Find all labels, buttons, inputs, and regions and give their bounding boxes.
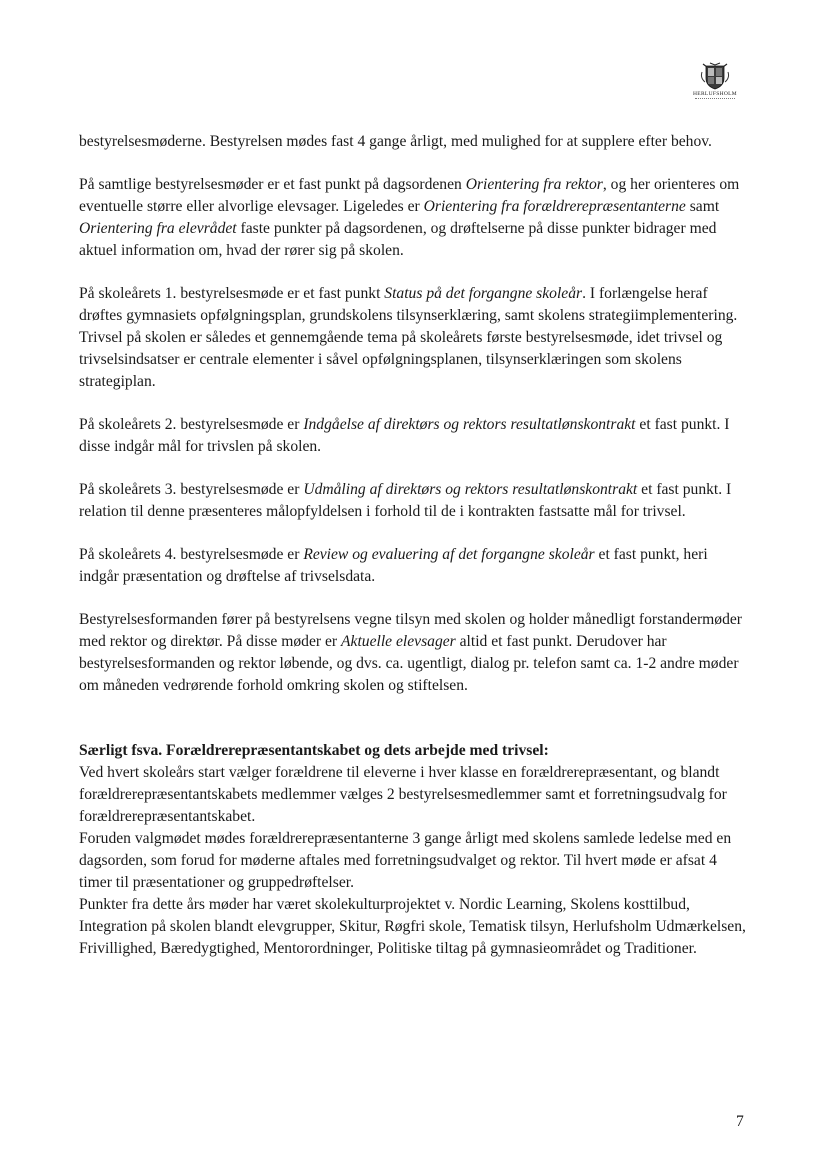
paragraph-text: Ved hvert skoleårs start vælger forældrene til eleverne i hver klasse en forældrerepræsentant, og blandt forældrerepræsentantskabets medlemmer vælges 2 bestyrelsesmedlemmer samt et forretningsudvalg for forældrerepræsentantskabet.: [79, 764, 727, 825]
paragraph-meeting-4: [79, 544, 747, 588]
paragraph-meeting-3: [79, 479, 747, 523]
school-logo: [689, 62, 741, 114]
paragraph-text: bestyrelsesmøderne. Bestyrelsen mødes fast 4 gange årligt, med mulighed for at supplere efter behov.: [79, 133, 712, 150]
text-run: samt: [685, 198, 720, 215]
document-body: [79, 131, 747, 960]
text-run: faste punkter på dagsordenen, og drøftelserne på disse punkter bidrager med aktuel information om, hvad der rører sig på skolen.: [79, 220, 717, 259]
paragraph-meeting-1: [79, 283, 747, 393]
crest-icon: [700, 62, 730, 90]
text-run: et fast punkt. I relation til denne præsenteres målopfyldelsen i forhold til de i kontrakten fastsatte mål for trivsel.: [79, 481, 732, 520]
italic-run: Status på det forgangne skoleår: [384, 285, 583, 302]
paragraph-text: Foruden valgmødet mødes forældrerepræsentanterne 3 gange årligt med skolens samlede ledelse med en dagsorden, som forud for møderne aftales med forretningsudvalget og rektor. Til hvert møde er afsat 4 timer til præsentationer og gruppedrøftelser.: [79, 830, 732, 891]
logo-subline: [695, 98, 735, 101]
text-run: . I forlængelse heraf drøftes gymnasiets opfølgningsplan, grundskolens tilsynserklæring, samt skolens strategiimplementering. Trivsel på skolen er således et gennemgående tema på skoleårets første bestyrelsesmøde, idet trivsel og trivselsindsatser er centrale elementer i såvel opfølgningsplanen, tilsynserklæringen som skolens strategiplan.: [79, 285, 738, 390]
logo-wordmark: HERLUFSHOLM: [693, 91, 737, 97]
paragraph-text: Punkter fra dette års møder har været skolekulturprojektet v. Nordic Learning, Skolens kosttilbud, Integration på skolen blandt elevgrupper, Skitur, Røgfri skole, Tematisk tilsyn, Herlufsholm Udmærkelsen, Frivillighed, Bæredygtighed, Mentorordninger, Politiske tiltag på gymnasieområdet og Traditioner.: [79, 896, 746, 957]
section-parents: [79, 740, 747, 960]
paragraph-chairman: [79, 609, 747, 697]
text-run: , og her orienteres om eventuelle større eller alvorlige elevsager. Ligeledes er: [79, 176, 740, 215]
italic-run: Orientering fra elevrådet: [79, 220, 237, 237]
text-run: På skoleårets 2. bestyrelsesmøde er: [79, 416, 304, 433]
italic-run: Udmåling af direktørs og rektors resultatlønskontrakt: [303, 481, 638, 498]
section-spacer: [79, 718, 747, 740]
text-run: et fast punkt. I disse indgår mål for trivslen på skolen.: [79, 416, 730, 455]
paragraph-meetings: [79, 131, 747, 153]
italic-run: Aktuelle elevsager: [341, 633, 456, 650]
text-run: På skoleårets 1. bestyrelsesmøde er et fast punkt: [79, 285, 385, 302]
text-run: På skoleårets 3. bestyrelsesmøde er: [79, 481, 304, 498]
paragraph-meeting-2: [79, 414, 747, 458]
italic-run: Indgåelse af direktørs og rektors resultatlønskontrakt: [303, 416, 636, 433]
text-run: På samtlige bestyrelsesmøder er et fast punkt på dagsordenen: [79, 176, 466, 193]
text-run: På skoleårets 4. bestyrelsesmøde er: [79, 546, 304, 563]
text-run: et fast punkt, heri indgår præsentation og drøftelse af trivselsdata.: [79, 546, 708, 585]
section-heading: Særligt fsva. Forældrerepræsentantskabet og dets arbejde med trivsel:: [79, 742, 549, 759]
page-number: 7: [736, 1113, 744, 1130]
italic-run: Review og evaluering af det forgangne skoleår: [303, 546, 595, 563]
paragraph-agenda: [79, 174, 747, 262]
text-run: Bestyrelsesformanden fører på bestyrelsens vegne tilsyn med skolen og holder månedligt forstandermøder med rektor og direktør. På disse møder er: [79, 611, 742, 650]
text-run: altid et fast punkt. Derudover har bestyrelsesformanden og rektor løbende, og dvs. ca. ugentligt, dialog pr. telefon samt ca. 1-2 andre møder om måneden vedrørende forhold omkring skolen og stiftelsen.: [79, 633, 739, 694]
italic-run: Orientering fra forældrerepræsentanterne: [423, 198, 686, 215]
italic-run: Orientering fra rektor: [465, 176, 603, 193]
